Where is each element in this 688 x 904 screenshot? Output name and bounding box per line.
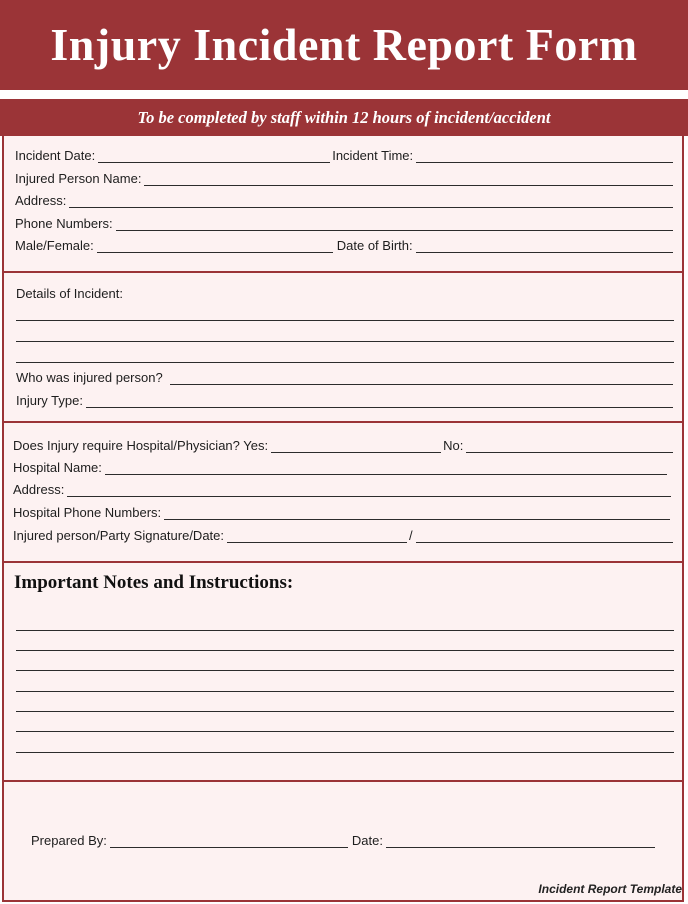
male-female-field[interactable]: [97, 251, 333, 253]
template-caption: Incident Report Template: [538, 882, 682, 896]
injury-type-field[interactable]: [86, 406, 673, 408]
phone-numbers-field[interactable]: [116, 229, 673, 231]
hospital-phone-field[interactable]: [164, 518, 670, 520]
address-field[interactable]: [69, 206, 673, 208]
prepared-date-label: Date:: [351, 833, 383, 848]
hospital-address-label: Address:: [13, 482, 65, 497]
signature-date-field[interactable]: [416, 541, 673, 543]
hospital-name-row: [13, 460, 669, 478]
signature-date-separator: /: [409, 528, 413, 543]
phone-numbers-row: [15, 216, 675, 234]
address-row: [15, 193, 675, 211]
prepared-by-label: Prepared By:: [31, 833, 107, 848]
notes-section: [2, 563, 684, 782]
hospital-phone-label: Hospital Phone Numbers:: [13, 505, 162, 520]
hospital-yes-field[interactable]: [271, 451, 441, 453]
prepared-date-field[interactable]: [386, 846, 655, 848]
injured-person-name-label: Injured Person Name:: [15, 171, 142, 186]
hospital-no-label: No:: [443, 438, 464, 453]
hospital-required-label: Does Injury require Hospital/Physician? Yes:: [13, 438, 269, 453]
hospital-address-row: [13, 482, 673, 500]
who-was-injured-field[interactable]: [170, 383, 673, 385]
hospital-name-field[interactable]: [105, 473, 667, 475]
form-subtitle: To be completed by staff within 12 hours of incident/accident: [0, 99, 688, 136]
who-was-injured-row: [16, 370, 675, 388]
notes-line-6[interactable]: [16, 731, 674, 732]
prepared-by-row: [31, 833, 657, 851]
signature-date-row: [13, 528, 675, 546]
details-line-1[interactable]: [16, 320, 674, 321]
incident-date-label: Incident Date:: [15, 148, 96, 163]
injury-type-label: Injury Type:: [16, 393, 83, 408]
incident-date-time-row: [15, 148, 675, 166]
header-divider: [0, 90, 688, 99]
hospital-address-field[interactable]: [67, 495, 671, 497]
signature-field[interactable]: [227, 541, 407, 543]
details-line-2[interactable]: [16, 341, 674, 342]
notes-line-4[interactable]: [16, 691, 674, 692]
notes-line-5[interactable]: [16, 711, 674, 712]
notes-line-2[interactable]: [16, 650, 674, 651]
injured-person-name-field[interactable]: [144, 184, 673, 186]
notes-line-3[interactable]: [16, 670, 674, 671]
notes-line-1[interactable]: [16, 630, 674, 631]
notes-title: Important Notes and Instructions:: [14, 572, 294, 593]
incident-time-label: Incident Time:: [332, 148, 414, 163]
injured-person-name-row: [15, 171, 675, 189]
address-label: Address:: [15, 193, 67, 208]
phone-numbers-label: Phone Numbers:: [15, 216, 113, 231]
gender-dob-row: [15, 238, 675, 256]
incident-time-field[interactable]: [416, 161, 673, 163]
who-was-injured-label: Who was injured person?: [16, 370, 163, 385]
incident-date-field[interactable]: [98, 161, 330, 163]
details-line-3[interactable]: [16, 362, 674, 363]
date-of-birth-label: Date of Birth:: [336, 238, 413, 253]
form-title: Injury Incident Report Form: [0, 0, 688, 90]
male-female-label: Male/Female:: [15, 238, 94, 253]
notes-line-7[interactable]: [16, 752, 674, 753]
details-of-incident-label: Details of Incident:: [16, 286, 123, 301]
prepared-by-field[interactable]: [110, 846, 348, 848]
hospital-required-row: [13, 438, 675, 456]
injury-type-row: [16, 393, 675, 411]
hospital-phone-row: [13, 505, 672, 523]
details-of-incident-row: [16, 286, 316, 304]
date-of-birth-field[interactable]: [416, 251, 673, 253]
hospital-name-label: Hospital Name:: [13, 460, 102, 475]
hospital-no-field[interactable]: [466, 451, 673, 453]
signature-date-label: Injured person/Party Signature/Date:: [13, 528, 225, 543]
